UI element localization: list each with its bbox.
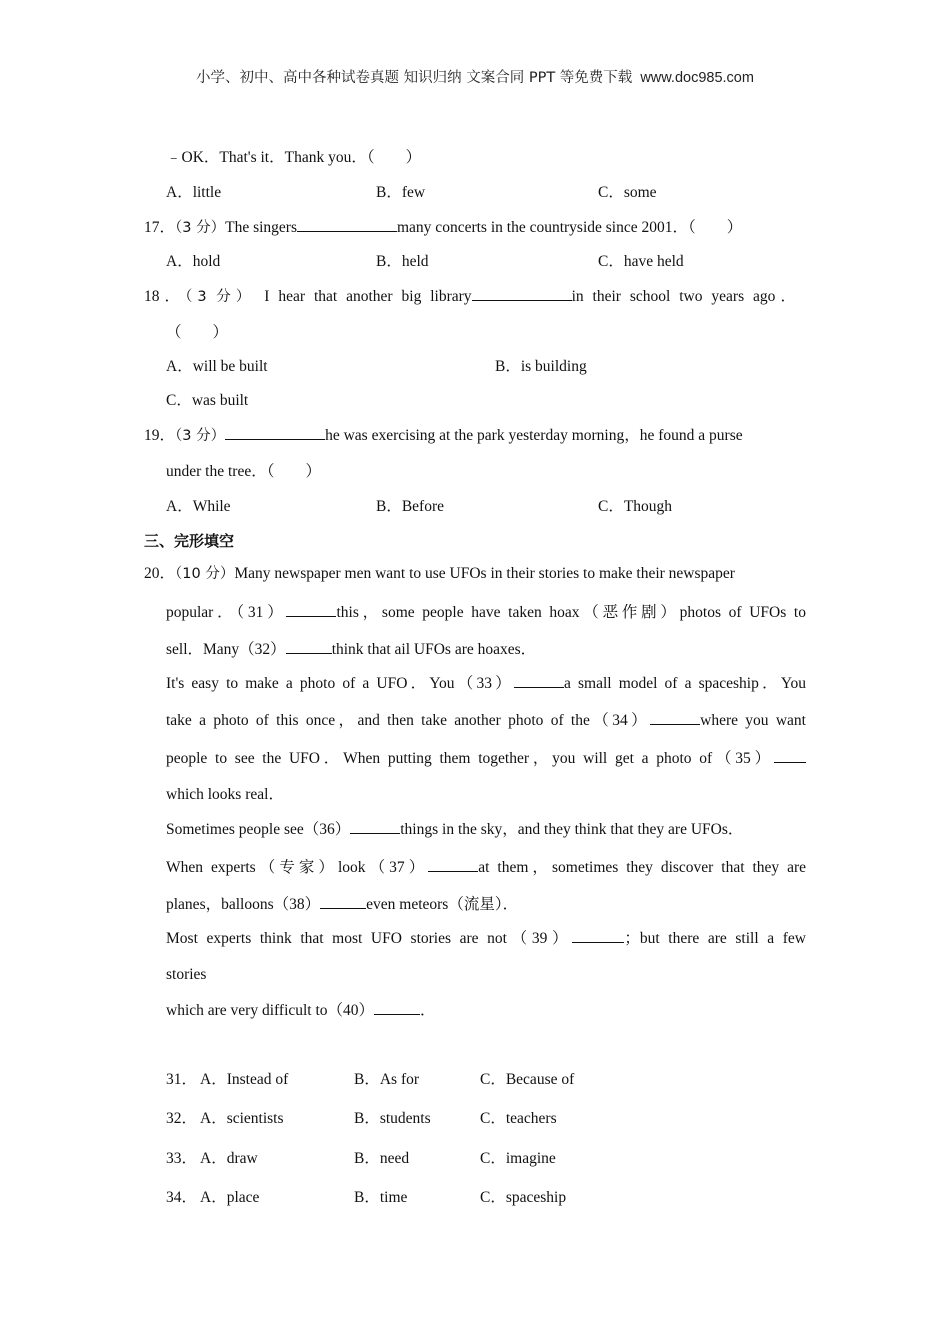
q17-option-a[interactable]: A．hold: [166, 253, 221, 270]
q19-option-c[interactable]: C．Though: [598, 498, 673, 515]
q20-text: ；but there are still a few: [624, 930, 806, 947]
q17-before: The singers: [225, 219, 297, 236]
q19-after: he was exercising at the park yesterday morning，he found a purse: [325, 427, 743, 444]
q20-text: ．: [420, 1002, 436, 1019]
q18-option-c[interactable]: C．was built: [166, 392, 249, 409]
blank-37[interactable]: [428, 857, 478, 872]
choice-option-a[interactable]: A．scientists: [200, 1110, 284, 1127]
q20-line-4: [166, 673, 806, 694]
choice-option-b[interactable]: B．time: [354, 1189, 408, 1206]
q20-line-9: [166, 857, 806, 878]
choice-number: 33．: [166, 1150, 198, 1167]
q20-text: Most experts think that most UFO stories are not（39）: [166, 930, 573, 947]
choice-option-a[interactable]: A．Instead of: [200, 1071, 289, 1088]
blank-38[interactable]: [320, 894, 366, 909]
q19-option-b[interactable]: B．Before: [376, 498, 445, 515]
q20-line-5: [166, 710, 806, 731]
q20-text: people to see the UFO．When putting them together，you will get a photo of（35）: [166, 750, 774, 767]
q19-stem: [144, 425, 743, 446]
q16-text: ﹣OK．That's it．Thank you．（ ）: [166, 149, 422, 166]
blank-35[interactable]: [774, 748, 806, 763]
choice-option-c[interactable]: C．teachers: [480, 1110, 557, 1127]
q20-line-1: [144, 564, 735, 584]
q20-line-10: [166, 894, 518, 915]
q17-blank[interactable]: [297, 217, 397, 232]
q20-line-3: [166, 639, 536, 660]
q19-option-a[interactable]: A．While: [166, 498, 231, 515]
choice-number: 31．: [166, 1071, 198, 1088]
blank-33[interactable]: [514, 673, 564, 688]
q18-stem: [144, 286, 796, 307]
q16-option-a[interactable]: A．little: [166, 184, 222, 201]
blank-32[interactable]: [286, 639, 332, 654]
choice-number: 34．: [166, 1189, 198, 1206]
q20-line-6: [166, 748, 806, 769]
q20-text: things in the sky，and they think that they are UFOs．: [400, 821, 744, 838]
q20-text: even meteors（流星）．: [366, 896, 519, 913]
q20-text: where you want: [700, 712, 806, 729]
q20-text: popular．（31）: [166, 604, 287, 621]
q18-after: in their school two years ago．: [571, 288, 796, 305]
q20-text: sell．Many（32）: [166, 641, 286, 658]
header-url[interactable]: www.doc985.com: [640, 70, 754, 86]
q18-before: I hear that another big library: [264, 288, 472, 305]
section-heading-cloze: 三、完形填空: [144, 532, 235, 550]
q20-text: a small model of a spaceship．You: [564, 675, 806, 692]
q20-number: 20．: [144, 565, 176, 582]
q20-line-7: which looks real．: [166, 786, 284, 803]
q18-option-b[interactable]: B．is building: [495, 358, 587, 375]
q19-stem-line2: under the tree．（ ）: [166, 463, 321, 480]
q20-text: take a photo of this once，and then take another photo of the（34）: [166, 712, 651, 729]
q20-text: at them，sometimes they discover that they are: [478, 859, 806, 876]
page-header: [0, 66, 950, 87]
q20-line-2: [166, 602, 806, 623]
choice-option-c[interactable]: C．imagine: [480, 1150, 556, 1167]
q20-text: Many newspaper men want to use UFOs in their stories to make their newspaper: [234, 565, 735, 582]
q18-paren: （ ）: [166, 324, 229, 341]
q20-line-12: stories: [166, 966, 207, 983]
q17-after: many concerts in the countryside since 2001．（ ）: [397, 219, 743, 236]
q18-score: （3 分）: [185, 289, 256, 305]
choice-option-b[interactable]: B．students: [354, 1110, 431, 1127]
q19-score: （3 分）: [175, 428, 226, 444]
q20-text: which are very difficult to（40）: [166, 1002, 375, 1019]
q17-stem: [144, 217, 742, 238]
choice-option-b[interactable]: B．need: [354, 1150, 410, 1167]
q19-number: 19．: [144, 427, 176, 444]
choice-option-a[interactable]: A．place: [200, 1189, 260, 1206]
q16-option-b[interactable]: B．few: [376, 184, 426, 201]
q17-option-c[interactable]: C．have held: [598, 253, 684, 270]
q18-number: 18．: [144, 288, 186, 305]
header-text: 小学、初中、高中各种试卷真题 知识归纳 文案合同 PPT 等免费下载: [196, 70, 633, 86]
q20-score: （10 分）: [175, 566, 235, 582]
q18-option-a[interactable]: A．will be built: [166, 358, 268, 375]
choice-option-c[interactable]: C．spaceship: [480, 1189, 567, 1206]
q20-line-11: [166, 928, 806, 949]
q17-option-b[interactable]: B．held: [376, 253, 429, 270]
blank-36[interactable]: [350, 819, 400, 834]
q17-number: 17．: [144, 219, 176, 236]
q20-text: planes，balloons（38）: [166, 896, 321, 913]
q20-text: It's easy to make a photo of a UFO．You（33）: [166, 675, 514, 692]
blank-34[interactable]: [650, 710, 700, 725]
choice-option-b[interactable]: B．As for: [354, 1071, 420, 1088]
q20-line-13: [166, 1000, 436, 1021]
choice-option-a[interactable]: A．draw: [200, 1150, 258, 1167]
q20-text: Sometimes people see（36）: [166, 821, 351, 838]
q17-score: （3 分）: [175, 220, 226, 236]
q20-text: this，some people have taken hoax（恶作剧）photos of UFOs to: [336, 604, 806, 621]
q20-text: When experts（专家）look（37）: [166, 859, 429, 876]
blank-40[interactable]: [374, 1000, 420, 1015]
choice-option-c[interactable]: C．Because of: [480, 1071, 575, 1088]
q20-line-8: [166, 819, 743, 840]
q19-blank[interactable]: [225, 425, 325, 440]
q20-text: think that ail UFOs are hoaxes．: [331, 641, 537, 658]
q16-option-c[interactable]: C．some: [598, 184, 657, 201]
q18-blank[interactable]: [472, 286, 572, 301]
blank-31[interactable]: [286, 602, 336, 617]
choice-number: 32．: [166, 1110, 198, 1127]
blank-39[interactable]: [572, 928, 624, 943]
